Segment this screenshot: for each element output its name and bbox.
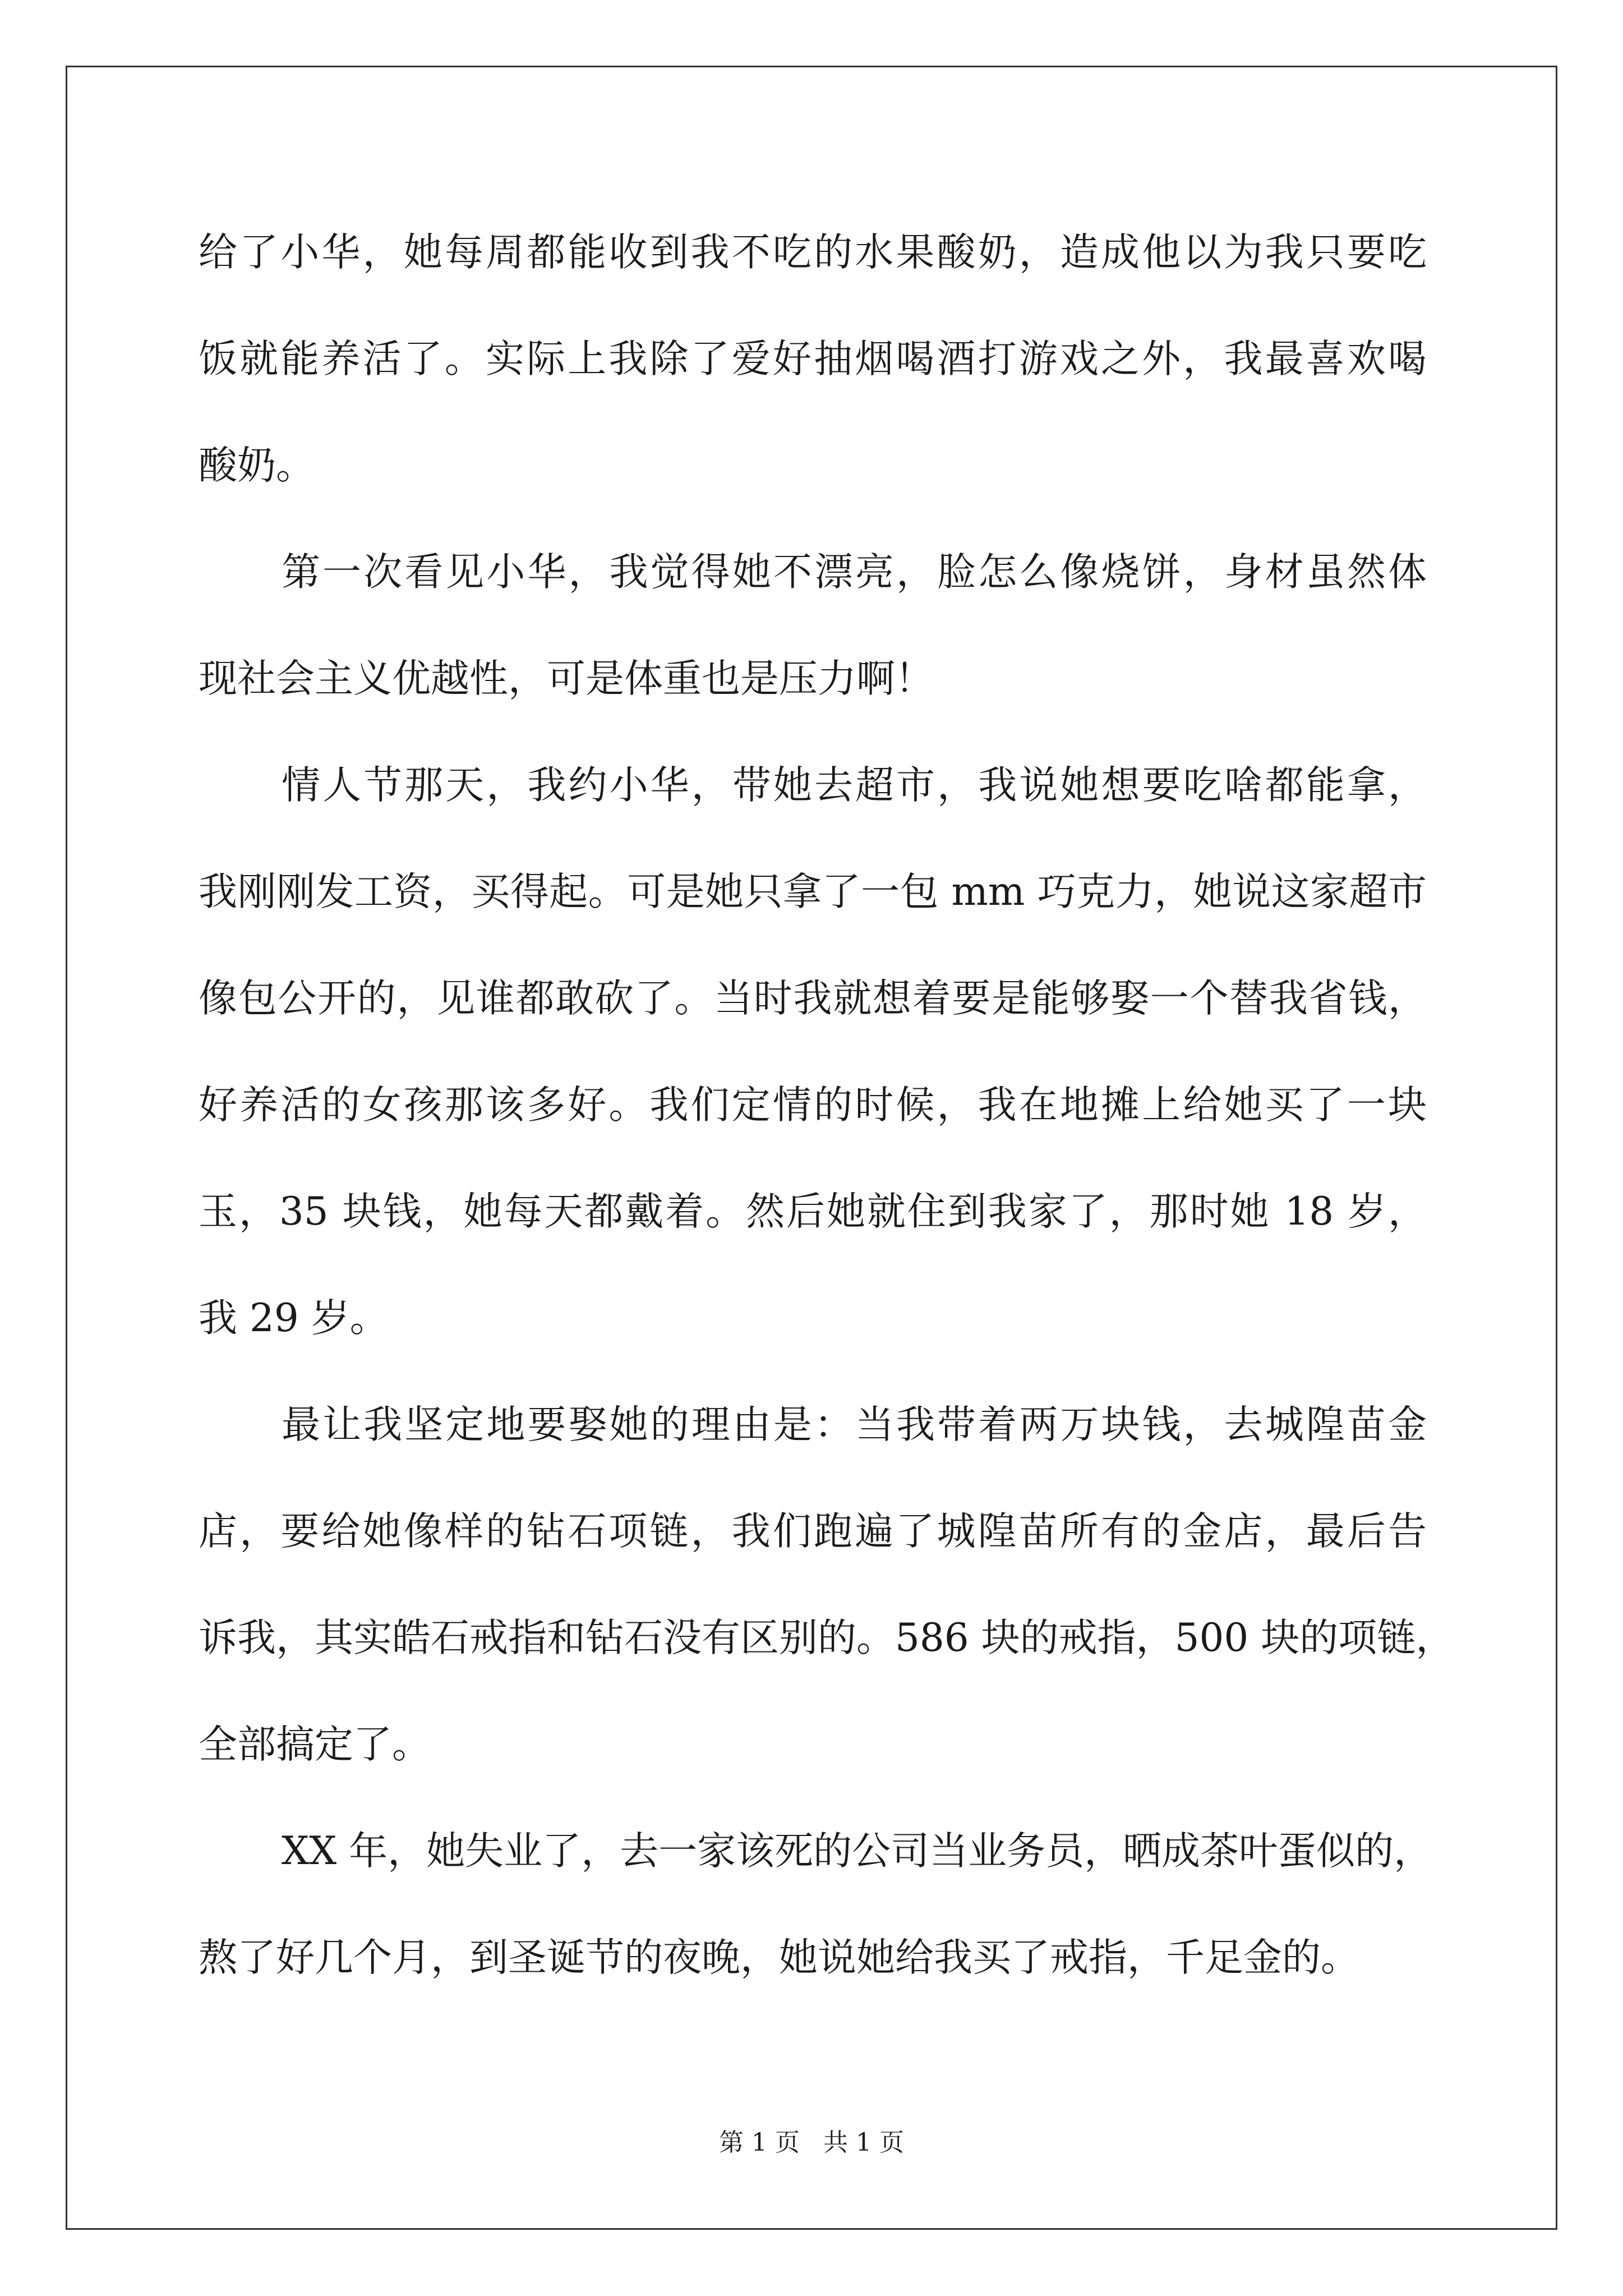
text-line: XX 年，她失业了，去一家该死的公司当业务员，晒成茶叶蛋似的， [282,1829,1433,1874]
text-line: 酸奶。 [199,443,315,488]
text-line: 最让我坚定地要娶她的理由是：当我带着两万块钱，去城隍苗金 [282,1402,1427,1447]
page-number: 第 1 页 [719,2128,800,2157]
text-line: 我 29 岁。 [199,1296,389,1341]
text-line: 我刚刚发工资，买得起。可是她只拿了一包 mm 巧克力，她说这家超市 [199,869,1427,914]
text-line: 第一次看见小华，我觉得她不漂亮，脸怎么像烧饼，身材虽然体 [282,550,1427,595]
text-line: 给了小华，她每周都能收到我不吃的水果酸奶，造成他以为我只要吃 [199,230,1427,275]
text-line: 情人节那天，我约小华，带她去超市，我说她想要吃啥都能拿， [282,763,1427,808]
text-line: 熬了好几个月，到圣诞节的夜晚，她说她给我买了戒指，千足金的。 [199,1935,1359,1980]
text-line: 诉我，其实皓石戒指和钻石没有区别的。586 块的戒指，500 块的项链， [199,1616,1455,1660]
text-line: 饭就能养活了。实际上我除了爱好抽烟喝酒打游戏之外，我最喜欢喝 [199,337,1427,381]
text-line: 现社会主义优越性，可是体重也是压力啊！ [199,656,934,701]
text-line: 店，要给她像样的钻石项链，我们跑遍了城隍苗所有的金店，最后告 [199,1509,1427,1554]
text-line: 玉，35 块钱，她每天都戴着。然后她就住到我家了，那时她 18 岁， [199,1189,1427,1234]
document-body [199,219,1455,2031]
page-total: 共 1 页 [823,2128,904,2157]
text-line: 好养活的女孩那该多好。我们定情的时候，我在地摊上给她买了一块 [199,1083,1427,1128]
page-footer [0,2126,1623,2160]
text-line: 全部搞定了。 [199,1722,431,1767]
text-line: 像包公开的，见谁都敢砍了。当时我就想着要是能够娶一个替我省钱， [199,976,1427,1021]
